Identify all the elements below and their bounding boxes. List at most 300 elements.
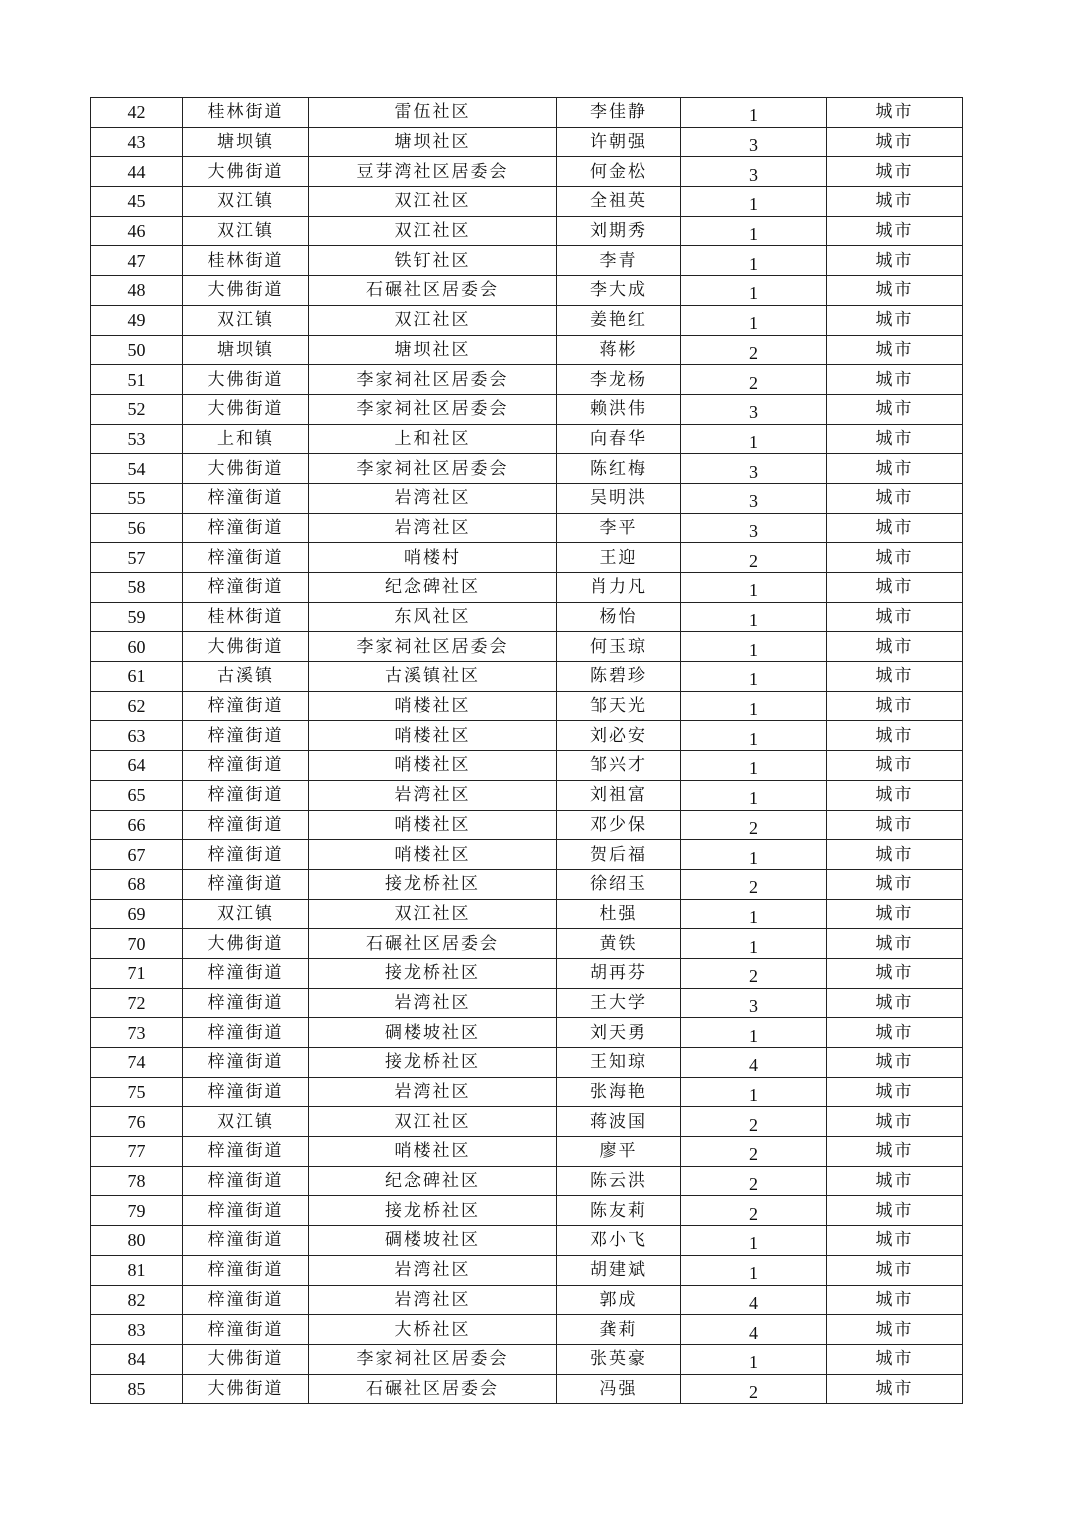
row-number: 78	[91, 1166, 183, 1196]
row-number: 52	[91, 394, 183, 424]
count-cell	[681, 394, 827, 424]
row-number: 54	[91, 454, 183, 484]
type-cell: 城市	[827, 1166, 963, 1196]
town-cell: 梓潼街道	[183, 751, 309, 781]
table-row	[91, 1048, 963, 1078]
count-cell	[681, 721, 827, 751]
community-cell: 接龙桥社区	[309, 1196, 557, 1226]
type-cell: 城市	[827, 840, 963, 870]
table-row	[91, 424, 963, 454]
table-row	[91, 721, 963, 751]
town-cell: 大佛街道	[183, 365, 309, 395]
count-cell	[681, 1285, 827, 1315]
row-number: 46	[91, 216, 183, 246]
count-cell	[681, 543, 827, 573]
community-cell: 李家祠社区居委会	[309, 1344, 557, 1374]
count-cell	[681, 1255, 827, 1285]
town-cell: 桂林街道	[183, 602, 309, 632]
community-cell: 岩湾社区	[309, 1077, 557, 1107]
type-cell: 城市	[827, 1255, 963, 1285]
count-value: 1	[749, 1233, 758, 1254]
count-cell	[681, 662, 827, 692]
row-number: 67	[91, 840, 183, 870]
row-number: 44	[91, 157, 183, 187]
person-name-cell: 贺后福	[557, 840, 681, 870]
community-cell: 岩湾社区	[309, 780, 557, 810]
community-cell: 岩湾社区	[309, 988, 557, 1018]
count-value: 2	[749, 1114, 758, 1135]
row-number: 64	[91, 751, 183, 781]
table-row	[91, 1226, 963, 1256]
person-name-cell: 王迎	[557, 543, 681, 573]
person-name-cell: 肖力凡	[557, 573, 681, 603]
count-cell	[681, 483, 827, 513]
town-cell: 梓潼街道	[183, 958, 309, 988]
town-cell: 梓潼街道	[183, 513, 309, 543]
table-row	[91, 335, 963, 365]
person-name-cell: 胡建斌	[557, 1255, 681, 1285]
community-cell: 双江社区	[309, 899, 557, 929]
count-value: 3	[749, 520, 758, 541]
table-row	[91, 840, 963, 870]
row-number: 69	[91, 899, 183, 929]
count-cell	[681, 780, 827, 810]
count-cell	[681, 513, 827, 543]
table-row	[91, 187, 963, 217]
count-cell	[681, 246, 827, 276]
community-cell: 东风社区	[309, 602, 557, 632]
person-name-cell: 陈云洪	[557, 1166, 681, 1196]
type-cell: 城市	[827, 335, 963, 365]
row-number: 61	[91, 662, 183, 692]
person-name-cell: 刘天勇	[557, 1018, 681, 1048]
table-row	[91, 573, 963, 603]
table-row	[91, 869, 963, 899]
type-cell: 城市	[827, 365, 963, 395]
town-cell: 大佛街道	[183, 276, 309, 306]
town-cell: 梓潼街道	[183, 1255, 309, 1285]
community-cell: 豆芽湾社区居委会	[309, 157, 557, 187]
count-value: 1	[749, 194, 758, 215]
community-cell: 岩湾社区	[309, 1255, 557, 1285]
community-cell: 哨楼社区	[309, 810, 557, 840]
person-name-cell: 李大成	[557, 276, 681, 306]
type-cell: 城市	[827, 276, 963, 306]
community-cell: 碉楼坡社区	[309, 1226, 557, 1256]
community-cell: 石碾社区居委会	[309, 929, 557, 959]
person-name-cell: 冯强	[557, 1374, 681, 1404]
town-cell: 梓潼街道	[183, 543, 309, 573]
type-cell: 城市	[827, 810, 963, 840]
row-number: 70	[91, 929, 183, 959]
row-number: 85	[91, 1374, 183, 1404]
person-name-cell: 胡再芬	[557, 958, 681, 988]
count-cell	[681, 1018, 827, 1048]
town-cell: 桂林街道	[183, 246, 309, 276]
table-row	[91, 98, 963, 128]
count-cell	[681, 869, 827, 899]
row-number: 84	[91, 1344, 183, 1374]
count-value: 1	[749, 758, 758, 779]
community-cell: 双江社区	[309, 305, 557, 335]
town-cell: 梓潼街道	[183, 1048, 309, 1078]
table-row	[91, 1107, 963, 1137]
row-number: 49	[91, 305, 183, 335]
town-cell: 古溪镇	[183, 662, 309, 692]
count-value: 1	[749, 1085, 758, 1106]
count-cell	[681, 1166, 827, 1196]
row-number: 60	[91, 632, 183, 662]
type-cell: 城市	[827, 1137, 963, 1167]
community-cell: 哨楼社区	[309, 840, 557, 870]
type-cell: 城市	[827, 513, 963, 543]
count-cell	[681, 187, 827, 217]
table-row	[91, 543, 963, 573]
table-row	[91, 1077, 963, 1107]
row-number: 48	[91, 276, 183, 306]
town-cell: 大佛街道	[183, 929, 309, 959]
count-value: 1	[749, 847, 758, 868]
town-cell: 梓潼街道	[183, 780, 309, 810]
type-cell: 城市	[827, 1374, 963, 1404]
count-cell	[681, 305, 827, 335]
person-name-cell: 刘期秀	[557, 216, 681, 246]
row-number: 82	[91, 1285, 183, 1315]
type-cell: 城市	[827, 543, 963, 573]
count-cell	[681, 602, 827, 632]
row-number: 74	[91, 1048, 183, 1078]
type-cell: 城市	[827, 988, 963, 1018]
person-name-cell: 张英豪	[557, 1344, 681, 1374]
town-cell: 梓潼街道	[183, 810, 309, 840]
count-value: 2	[749, 342, 758, 363]
count-cell	[681, 988, 827, 1018]
count-cell	[681, 632, 827, 662]
town-cell: 双江镇	[183, 305, 309, 335]
community-cell: 大桥社区	[309, 1315, 557, 1345]
community-cell: 李家祠社区居委会	[309, 394, 557, 424]
type-cell: 城市	[827, 691, 963, 721]
table-row	[91, 810, 963, 840]
table-row	[91, 305, 963, 335]
town-cell: 梓潼街道	[183, 1166, 309, 1196]
community-cell: 古溪镇社区	[309, 662, 557, 692]
community-cell: 哨楼社区	[309, 721, 557, 751]
person-name-cell: 邹兴才	[557, 751, 681, 781]
type-cell: 城市	[827, 751, 963, 781]
table-row	[91, 1315, 963, 1345]
row-number: 57	[91, 543, 183, 573]
town-cell: 梓潼街道	[183, 1077, 309, 1107]
community-cell: 双江社区	[309, 216, 557, 246]
type-cell: 城市	[827, 1344, 963, 1374]
community-cell: 李家祠社区居委会	[309, 454, 557, 484]
table-row	[91, 1285, 963, 1315]
row-number: 53	[91, 424, 183, 454]
type-cell: 城市	[827, 721, 963, 751]
count-cell	[681, 810, 827, 840]
table-row	[91, 276, 963, 306]
person-name-cell: 吴明洪	[557, 483, 681, 513]
count-cell	[681, 1077, 827, 1107]
person-name-cell: 廖平	[557, 1137, 681, 1167]
row-number: 81	[91, 1255, 183, 1285]
person-name-cell: 杜强	[557, 899, 681, 929]
person-name-cell: 蒋彬	[557, 335, 681, 365]
count-cell	[681, 98, 827, 128]
type-cell: 城市	[827, 929, 963, 959]
table-row	[91, 958, 963, 988]
row-number: 55	[91, 483, 183, 513]
person-name-cell: 黄铁	[557, 929, 681, 959]
person-name-cell: 赖洪伟	[557, 394, 681, 424]
community-cell: 雷伍社区	[309, 98, 557, 128]
community-cell: 哨楼村	[309, 543, 557, 573]
count-cell	[681, 335, 827, 365]
count-value: 1	[749, 936, 758, 957]
type-cell: 城市	[827, 602, 963, 632]
table-row	[91, 513, 963, 543]
type-cell: 城市	[827, 1107, 963, 1137]
row-number: 83	[91, 1315, 183, 1345]
count-value: 4	[749, 1055, 758, 1076]
count-cell	[681, 1137, 827, 1167]
person-name-cell: 何玉琼	[557, 632, 681, 662]
count-value: 1	[749, 580, 758, 601]
person-name-cell: 刘祖富	[557, 780, 681, 810]
table-row	[91, 602, 963, 632]
table-row	[91, 483, 963, 513]
count-value: 4	[749, 1292, 758, 1313]
type-cell: 城市	[827, 1315, 963, 1345]
type-cell: 城市	[827, 216, 963, 246]
community-cell: 接龙桥社区	[309, 869, 557, 899]
table-row	[91, 751, 963, 781]
count-cell	[681, 1107, 827, 1137]
type-cell: 城市	[827, 187, 963, 217]
community-cell: 塘坝社区	[309, 335, 557, 365]
count-cell	[681, 216, 827, 246]
town-cell: 梓潼街道	[183, 483, 309, 513]
table-row	[91, 365, 963, 395]
community-cell: 哨楼社区	[309, 751, 557, 781]
town-cell: 梓潼街道	[183, 988, 309, 1018]
person-name-cell: 向春华	[557, 424, 681, 454]
person-name-cell: 邹天光	[557, 691, 681, 721]
town-cell: 梓潼街道	[183, 1226, 309, 1256]
person-name-cell: 李龙杨	[557, 365, 681, 395]
count-value: 1	[749, 669, 758, 690]
table-row	[91, 1344, 963, 1374]
community-cell: 上和社区	[309, 424, 557, 454]
count-value: 2	[749, 1144, 758, 1165]
count-value: 3	[749, 995, 758, 1016]
town-cell: 梓潼街道	[183, 721, 309, 751]
count-value: 1	[749, 906, 758, 927]
table-row	[91, 780, 963, 810]
count-cell	[681, 929, 827, 959]
community-cell: 塘坝社区	[309, 127, 557, 157]
table-row	[91, 988, 963, 1018]
table-row	[91, 1137, 963, 1167]
person-name-cell: 龚莉	[557, 1315, 681, 1345]
type-cell: 城市	[827, 958, 963, 988]
town-cell: 大佛街道	[183, 1374, 309, 1404]
row-number: 71	[91, 958, 183, 988]
town-cell: 双江镇	[183, 216, 309, 246]
type-cell: 城市	[827, 662, 963, 692]
person-name-cell: 陈红梅	[557, 454, 681, 484]
community-cell: 李家祠社区居委会	[309, 632, 557, 662]
person-name-cell: 姜艳红	[557, 305, 681, 335]
town-cell: 大佛街道	[183, 632, 309, 662]
table-row	[91, 632, 963, 662]
count-value: 1	[749, 728, 758, 749]
table-row	[91, 1196, 963, 1226]
community-cell: 纪念碑社区	[309, 1166, 557, 1196]
row-number: 58	[91, 573, 183, 603]
count-value: 3	[749, 491, 758, 512]
town-cell: 塘坝镇	[183, 127, 309, 157]
row-number: 68	[91, 869, 183, 899]
type-cell: 城市	[827, 1226, 963, 1256]
count-value: 1	[749, 253, 758, 274]
town-cell: 双江镇	[183, 187, 309, 217]
count-cell	[681, 899, 827, 929]
town-cell: 梓潼街道	[183, 1137, 309, 1167]
type-cell: 城市	[827, 1285, 963, 1315]
type-cell: 城市	[827, 1196, 963, 1226]
type-cell: 城市	[827, 1018, 963, 1048]
town-cell: 梓潼街道	[183, 1196, 309, 1226]
row-number: 63	[91, 721, 183, 751]
person-name-cell: 徐绍玉	[557, 869, 681, 899]
row-number: 43	[91, 127, 183, 157]
row-number: 59	[91, 602, 183, 632]
count-cell	[681, 157, 827, 187]
count-cell	[681, 1315, 827, 1345]
type-cell: 城市	[827, 157, 963, 187]
count-value: 1	[749, 431, 758, 452]
count-value: 1	[749, 224, 758, 245]
count-cell	[681, 424, 827, 454]
town-cell: 梓潼街道	[183, 1018, 309, 1048]
person-name-cell: 张海艳	[557, 1077, 681, 1107]
community-cell: 岩湾社区	[309, 483, 557, 513]
row-number: 79	[91, 1196, 183, 1226]
town-cell: 双江镇	[183, 1107, 309, 1137]
town-cell: 大佛街道	[183, 454, 309, 484]
row-number: 65	[91, 780, 183, 810]
type-cell: 城市	[827, 424, 963, 454]
person-name-cell: 邓少保	[557, 810, 681, 840]
person-name-cell: 李青	[557, 246, 681, 276]
count-cell	[681, 1344, 827, 1374]
count-value: 2	[749, 877, 758, 898]
row-number: 50	[91, 335, 183, 365]
count-cell	[681, 1048, 827, 1078]
row-number: 45	[91, 187, 183, 217]
community-cell: 双江社区	[309, 187, 557, 217]
type-cell: 城市	[827, 573, 963, 603]
type-cell: 城市	[827, 127, 963, 157]
count-value: 2	[749, 817, 758, 838]
person-name-cell: 邓小飞	[557, 1226, 681, 1256]
count-value: 1	[749, 1025, 758, 1046]
table-row	[91, 899, 963, 929]
count-cell	[681, 365, 827, 395]
town-cell: 上和镇	[183, 424, 309, 454]
community-cell: 岩湾社区	[309, 1285, 557, 1315]
count-cell	[681, 127, 827, 157]
community-cell: 碉楼坡社区	[309, 1018, 557, 1048]
table-row	[91, 216, 963, 246]
count-value: 1	[749, 639, 758, 660]
count-value: 1	[749, 1352, 758, 1373]
count-value: 2	[749, 1381, 758, 1402]
row-number: 75	[91, 1077, 183, 1107]
type-cell: 城市	[827, 246, 963, 276]
person-name-cell: 郭成	[557, 1285, 681, 1315]
type-cell: 城市	[827, 899, 963, 929]
count-value: 2	[749, 966, 758, 987]
count-cell	[681, 1374, 827, 1404]
count-cell	[681, 751, 827, 781]
community-cell: 哨楼社区	[309, 691, 557, 721]
count-value: 1	[749, 283, 758, 304]
table-row	[91, 454, 963, 484]
count-value: 4	[749, 1322, 758, 1343]
town-cell: 桂林街道	[183, 98, 309, 128]
table-row	[91, 394, 963, 424]
person-name-cell: 李佳静	[557, 98, 681, 128]
town-cell: 梓潼街道	[183, 691, 309, 721]
town-cell: 梓潼街道	[183, 573, 309, 603]
table-row	[91, 691, 963, 721]
community-cell: 李家祠社区居委会	[309, 365, 557, 395]
count-value: 1	[749, 610, 758, 631]
count-cell	[681, 276, 827, 306]
row-number: 76	[91, 1107, 183, 1137]
table-row	[91, 1018, 963, 1048]
count-cell	[681, 1226, 827, 1256]
person-name-cell: 王大学	[557, 988, 681, 1018]
community-cell: 双江社区	[309, 1107, 557, 1137]
person-name-cell: 杨怡	[557, 602, 681, 632]
town-cell: 大佛街道	[183, 394, 309, 424]
town-cell: 梓潼街道	[183, 1285, 309, 1315]
count-value: 1	[749, 313, 758, 334]
town-cell: 大佛街道	[183, 157, 309, 187]
person-name-cell: 何金松	[557, 157, 681, 187]
count-value: 3	[749, 461, 758, 482]
person-name-cell: 李平	[557, 513, 681, 543]
town-cell: 塘坝镇	[183, 335, 309, 365]
table-row	[91, 157, 963, 187]
row-number: 47	[91, 246, 183, 276]
type-cell: 城市	[827, 1077, 963, 1107]
town-cell: 梓潼街道	[183, 1315, 309, 1345]
town-cell: 大佛街道	[183, 1344, 309, 1374]
person-name-cell: 陈友莉	[557, 1196, 681, 1226]
roster-table	[90, 97, 963, 1404]
row-number: 42	[91, 98, 183, 128]
count-cell	[681, 1196, 827, 1226]
community-cell: 纪念碑社区	[309, 573, 557, 603]
town-cell: 梓潼街道	[183, 840, 309, 870]
community-cell: 石碾社区居委会	[309, 276, 557, 306]
person-name-cell: 蒋波国	[557, 1107, 681, 1137]
